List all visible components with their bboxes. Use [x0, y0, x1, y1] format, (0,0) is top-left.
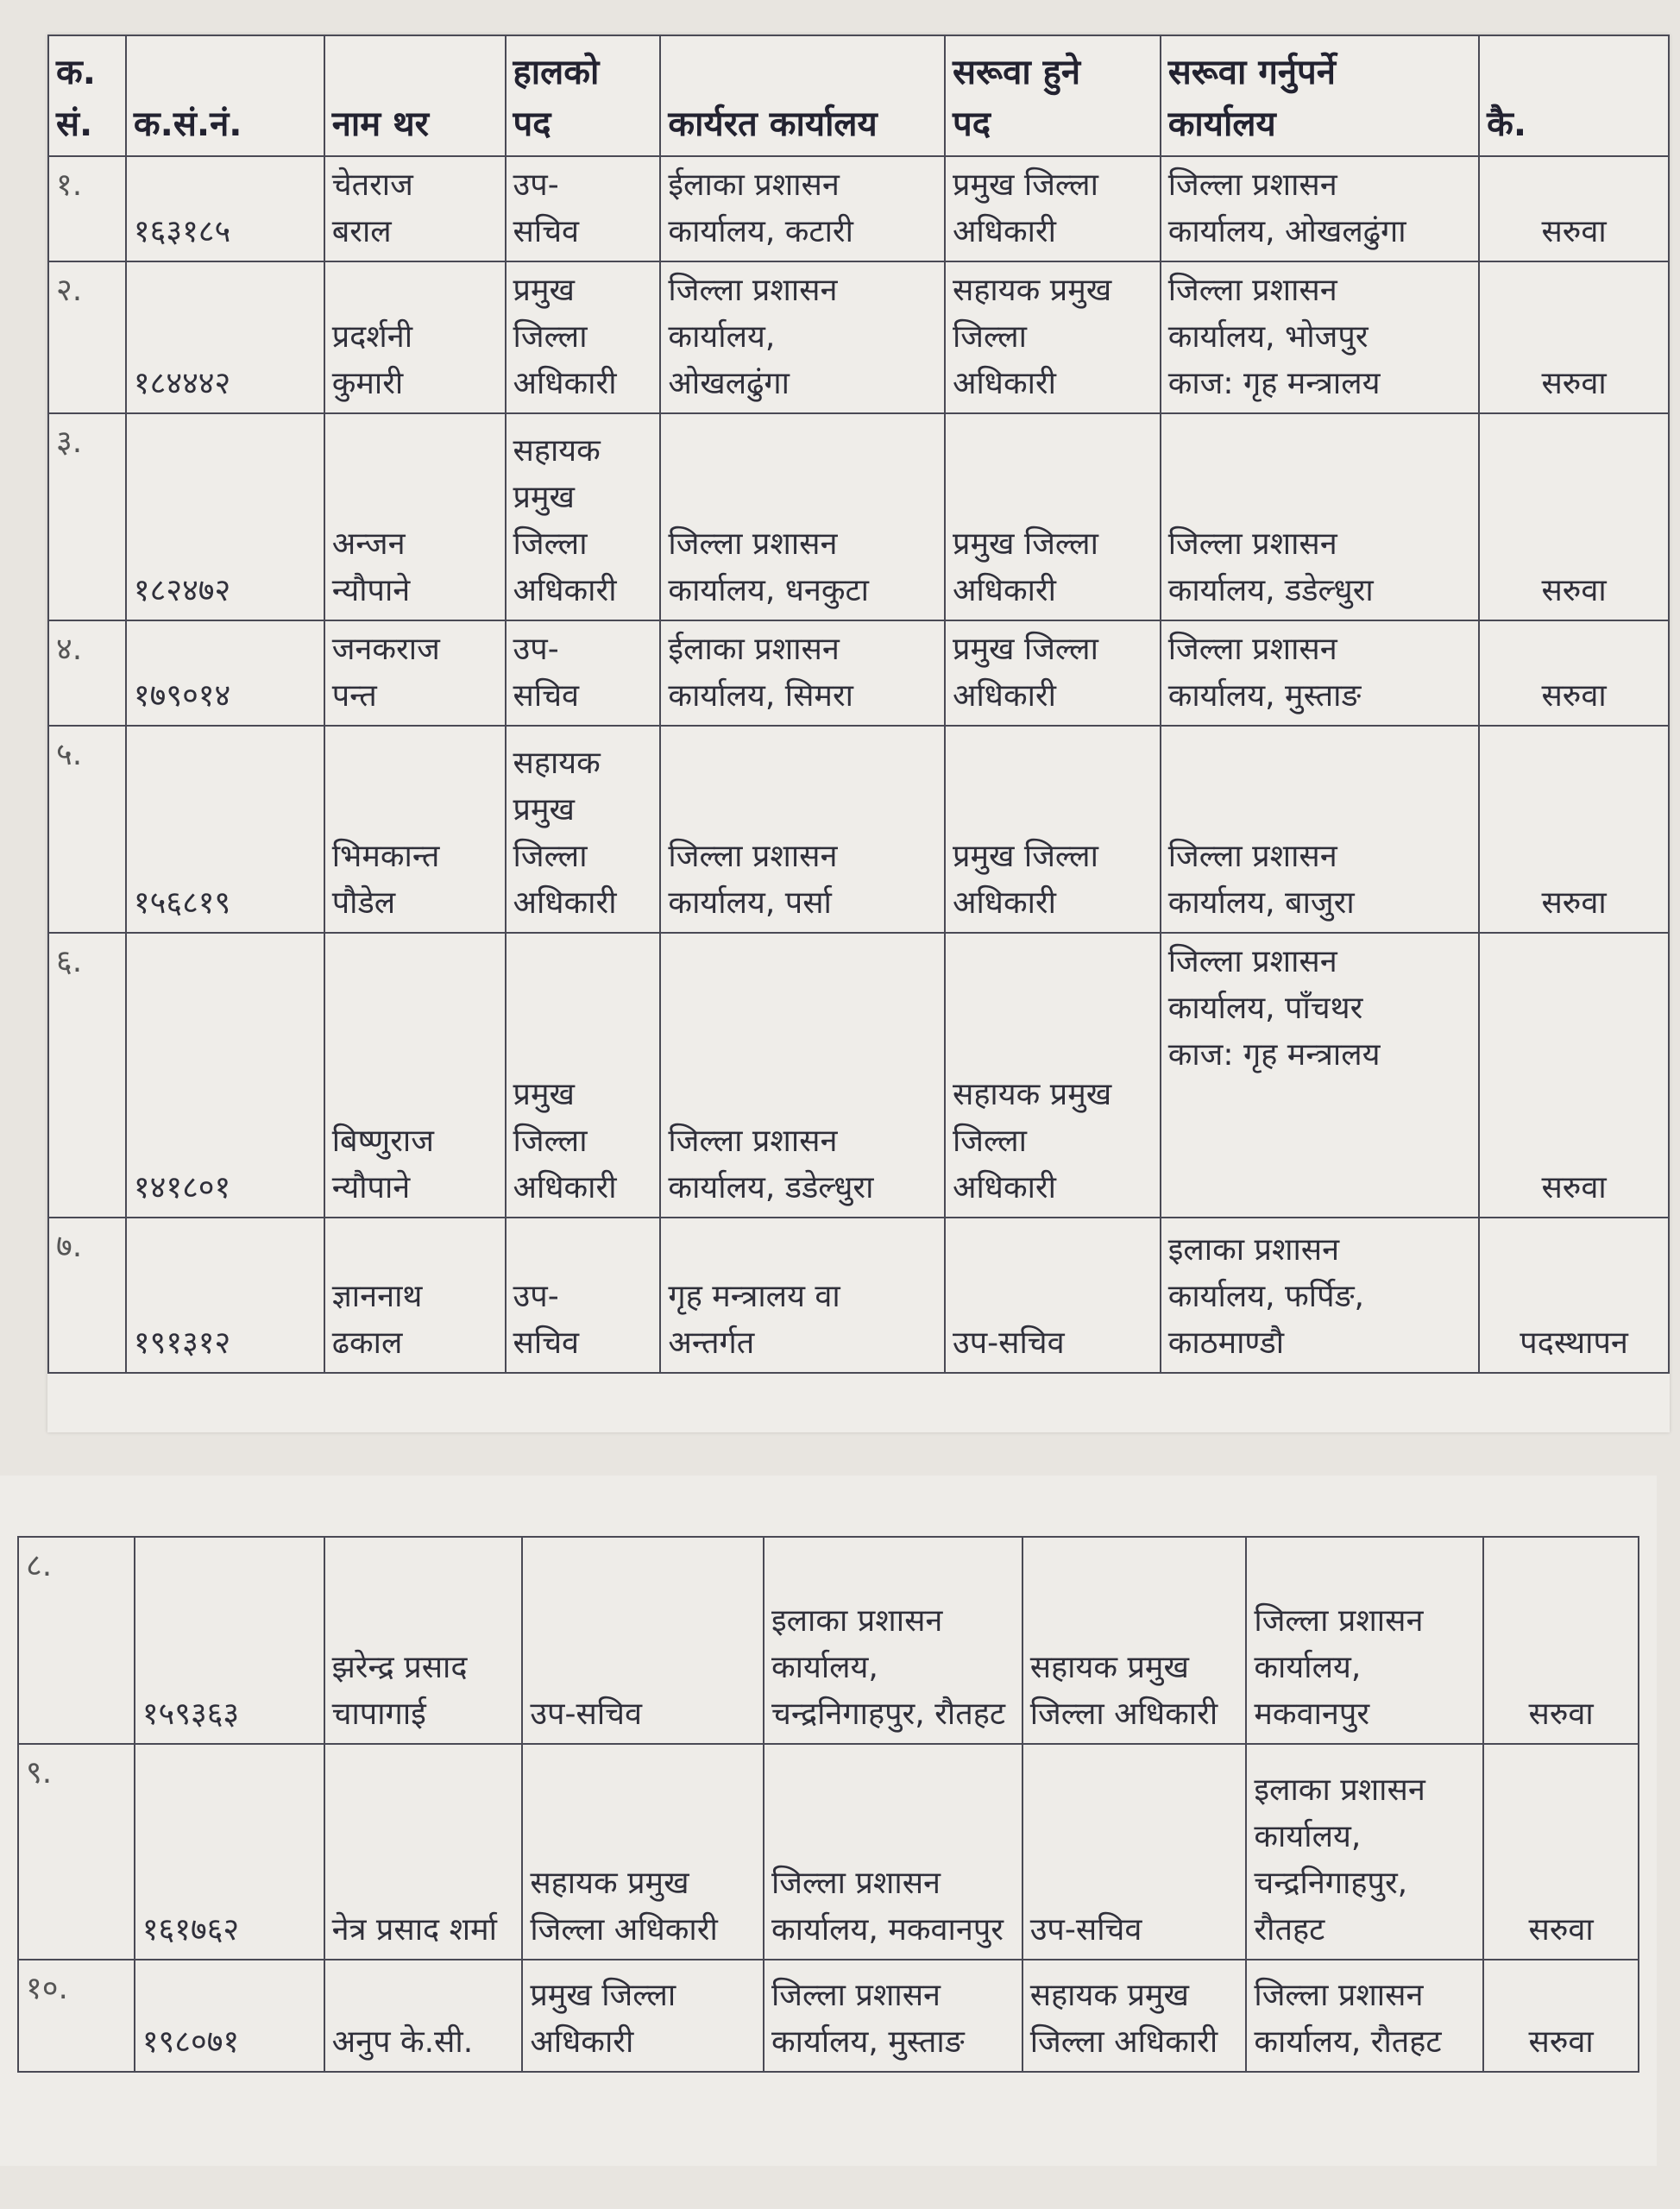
- row-name: प्रदर्शनी कुमारी: [324, 261, 506, 413]
- row-remark: सरुवा: [1479, 156, 1669, 261]
- row-new-post: प्रमुख जिल्ला अधिकारी: [945, 156, 1161, 261]
- row-serial: ९.: [18, 1744, 135, 1960]
- transfer-table-part-2: [17, 1536, 1639, 2073]
- row-code-number: १४१८०१: [126, 933, 324, 1218]
- row-name: अन्जन न्यौपाने: [324, 413, 506, 620]
- table-row: [48, 261, 1669, 413]
- row-name: भिमकान्त पौडेल: [324, 726, 506, 933]
- table-row: [48, 726, 1669, 933]
- row-new-post: सहायक प्रमुख जिल्ला अधिकारी: [945, 261, 1161, 413]
- row-new-office: जिल्ला प्रशासन कार्यालय, पाँचथर काज: गृह मन्त्रालय: [1161, 933, 1479, 1218]
- row-remark: सरुवा: [1479, 726, 1669, 933]
- row-serial: ८.: [18, 1537, 135, 1744]
- table-header-row: [48, 35, 1669, 156]
- row-serial: ७.: [48, 1218, 126, 1373]
- header-new-post: सरूवा हुने पद: [945, 35, 1161, 156]
- row-code-number: १९८०७१: [135, 1960, 324, 2072]
- row-current-post: प्रमुख जिल्ला अधिकारी: [522, 1960, 764, 2072]
- table-row: [48, 1218, 1669, 1373]
- row-name: जनकराज पन्त: [324, 620, 506, 726]
- row-name: अनुप के.सी.: [324, 1960, 523, 2072]
- row-code-number: १९१३१२: [126, 1218, 324, 1373]
- header-remark: कै.: [1479, 35, 1669, 156]
- row-remark: सरुवा: [1483, 1960, 1639, 2072]
- row-new-post: सहायक प्रमुख जिल्ला अधिकारी: [1022, 1960, 1247, 2072]
- row-new-office: जिल्ला प्रशासन कार्यालय, डडेल्धुरा: [1161, 413, 1479, 620]
- row-current-office: ईलाका प्रशासन कार्यालय, कटारी: [660, 156, 945, 261]
- row-new-post: उप-सचिव: [945, 1218, 1161, 1373]
- row-new-office: इलाका प्रशासन कार्यालय, फर्पिङ, काठमाण्डौ: [1161, 1218, 1479, 1373]
- row-new-office: जिल्ला प्रशासन कार्यालय, मुस्ताङ: [1161, 620, 1479, 726]
- row-code-number: १८४४४२: [126, 261, 324, 413]
- row-current-office: जिल्ला प्रशासन कार्यालय, मुस्ताङ: [764, 1960, 1022, 2072]
- row-name: बिष्णुराज न्यौपाने: [324, 933, 506, 1218]
- header-code-number: क.सं.नं.: [126, 35, 324, 156]
- row-new-office: जिल्ला प्रशासन कार्यालय, ओखलढुंगा: [1161, 156, 1479, 261]
- row-serial: ४.: [48, 620, 126, 726]
- row-current-post: प्रमुख जिल्ला अधिकारी: [506, 261, 661, 413]
- row-code-number: १५६८१९: [126, 726, 324, 933]
- row-current-post: उप- सचिव: [506, 1218, 661, 1373]
- row-current-office: जिल्ला प्रशासन कार्यालय, ओखलढुंगा: [660, 261, 945, 413]
- header-current-post: हालको पद: [506, 35, 661, 156]
- row-remark: सरुवा: [1479, 620, 1669, 726]
- row-remark: सरुवा: [1483, 1744, 1639, 1960]
- row-current-office: इलाका प्रशासन कार्यालय, चन्द्रनिगाहपुर, रौतहट: [764, 1537, 1022, 1744]
- row-serial: ३.: [48, 413, 126, 620]
- row-remark: सरुवा: [1479, 933, 1669, 1218]
- row-new-office: इलाका प्रशासन कार्यालय, चन्द्रनिगाहपुर, रौतहट: [1246, 1744, 1483, 1960]
- row-remark: पदस्थापन: [1479, 1218, 1669, 1373]
- row-new-office: जिल्ला प्रशासन कार्यालय, बाजुरा: [1161, 726, 1479, 933]
- row-current-post: उप- सचिव: [506, 620, 661, 726]
- table-row: [18, 1744, 1639, 1960]
- row-current-post: उप-सचिव: [522, 1537, 764, 1744]
- table-row: [48, 413, 1669, 620]
- header-new-office: सरूवा गर्नुपर्ने कार्यालय: [1161, 35, 1479, 156]
- row-code-number: १८२४७२: [126, 413, 324, 620]
- table-row: [18, 1537, 1639, 1744]
- row-remark: सरुवा: [1479, 261, 1669, 413]
- row-code-number: १६३१८५: [126, 156, 324, 261]
- row-name: झरेन्द्र प्रसाद चापागाई: [324, 1537, 523, 1744]
- row-remark: सरुवा: [1479, 413, 1669, 620]
- row-new-post: उप-सचिव: [1022, 1744, 1247, 1960]
- row-name: चेतराज बराल: [324, 156, 506, 261]
- table-row: [48, 156, 1669, 261]
- row-current-office: जिल्ला प्रशासन कार्यालय, पर्सा: [660, 726, 945, 933]
- row-current-office: गृह मन्त्रालय वा अन्तर्गत: [660, 1218, 945, 1373]
- table-row: [48, 933, 1669, 1218]
- header-current-office: कार्यरत कार्यालय: [660, 35, 945, 156]
- row-current-post: प्रमुख जिल्ला अधिकारी: [506, 933, 661, 1218]
- row-current-post: सहायक प्रमुख जिल्ला अधिकारी: [506, 413, 661, 620]
- row-current-office: जिल्ला प्रशासन कार्यालय, डडेल्धुरा: [660, 933, 945, 1218]
- row-current-office: ईलाका प्रशासन कार्यालय, सिमरा: [660, 620, 945, 726]
- row-current-post: उप- सचिव: [506, 156, 661, 261]
- row-new-post: सहायक प्रमुख जिल्ला अधिकारी: [945, 933, 1161, 1218]
- row-current-post: सहायक प्रमुख जिल्ला अधिकारी: [522, 1744, 764, 1960]
- row-name: ज्ञाननाथ ढकाल: [324, 1218, 506, 1373]
- row-current-post: सहायक प्रमुख जिल्ला अधिकारी: [506, 726, 661, 933]
- row-code-number: १७९०१४: [126, 620, 324, 726]
- row-new-office: जिल्ला प्रशासन कार्यालय, भोजपुर काज: गृह मन्त्रालय: [1161, 261, 1479, 413]
- row-serial: ५.: [48, 726, 126, 933]
- row-serial: १०.: [18, 1960, 135, 2072]
- table-row: [18, 1960, 1639, 2072]
- row-new-office: जिल्ला प्रशासन कार्यालय, मकवानपुर: [1246, 1537, 1483, 1744]
- row-new-office: जिल्ला प्रशासन कार्यालय, रौतहट: [1246, 1960, 1483, 2072]
- row-new-post: प्रमुख जिल्ला अधिकारी: [945, 726, 1161, 933]
- row-remark: सरुवा: [1483, 1537, 1639, 1744]
- row-new-post: प्रमुख जिल्ला अधिकारी: [945, 413, 1161, 620]
- row-current-office: जिल्ला प्रशासन कार्यालय, मकवानपुर: [764, 1744, 1022, 1960]
- row-current-office: जिल्ला प्रशासन कार्यालय, धनकुटा: [660, 413, 945, 620]
- row-new-post: सहायक प्रमुख जिल्ला अधिकारी: [1022, 1537, 1247, 1744]
- table-row: [48, 620, 1669, 726]
- row-name: नेत्र प्रसाद शर्मा: [324, 1744, 523, 1960]
- row-serial: ६.: [48, 933, 126, 1218]
- row-code-number: १६१७६२: [135, 1744, 324, 1960]
- row-serial: २.: [48, 261, 126, 413]
- row-new-post: प्रमुख जिल्ला अधिकारी: [945, 620, 1161, 726]
- header-serial: क. सं.: [48, 35, 126, 156]
- transfer-table-part-1: [47, 35, 1670, 1374]
- header-name: नाम थर: [324, 35, 506, 156]
- row-serial: १.: [48, 156, 126, 261]
- row-code-number: १५९३६३: [135, 1537, 324, 1744]
